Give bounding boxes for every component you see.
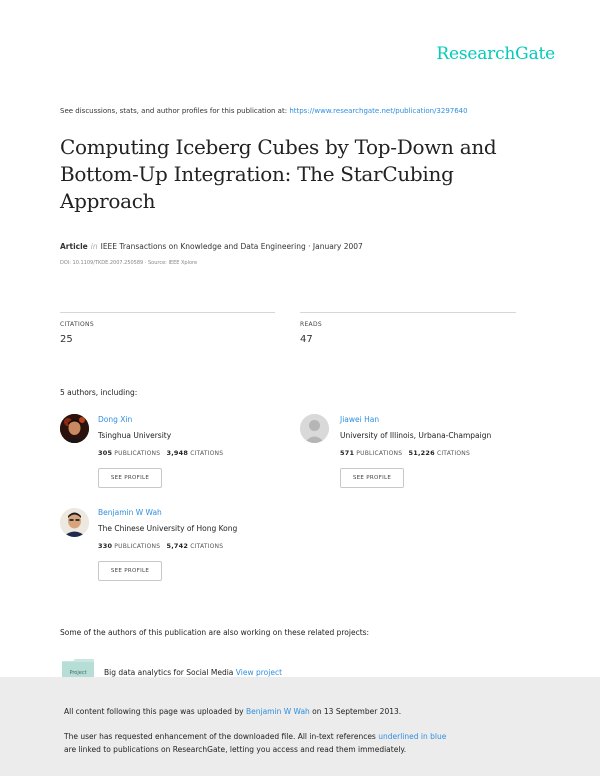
author-cites: 5,742 (166, 542, 189, 550)
publication-link[interactable]: https://www.researchgate.net/publication/3297640 (289, 107, 468, 115)
upload-text-pre: All content following this page was uploaded by (64, 707, 246, 716)
underlined-blue-link: underlined in blue (378, 732, 447, 741)
project-folder-icon (62, 659, 94, 679)
publication-type: Article (60, 242, 88, 251)
avatar[interactable] (60, 508, 89, 537)
see-profile-button[interactable]: SEE PROFILE (98, 468, 162, 488)
author-pubs-label: PUBLICATIONS (356, 450, 403, 457)
reads-value: 47 (300, 334, 313, 345)
meta-in: in (90, 242, 98, 251)
author-name[interactable]: Jiawei Han (340, 415, 380, 424)
author-institution: The Chinese University of Hong Kong (98, 524, 238, 533)
author-pubs-label: PUBLICATIONS (114, 450, 161, 457)
discussion-note (60, 107, 468, 115)
project-name: Big data analytics for Social Media (104, 668, 234, 677)
author-cites-label: CITATIONS (190, 450, 224, 457)
authors-heading: 5 authors, including: (60, 388, 138, 397)
related-projects-heading: Some of the authors of this publication are also working on these related projects: (60, 628, 370, 637)
reads-label: READS (300, 321, 322, 328)
author-stats (340, 449, 470, 457)
author-institution: Tsinghua University (98, 431, 172, 440)
person-photo-icon (60, 414, 89, 443)
author-stats (98, 449, 223, 457)
doi-line: DOI: 10.1109/TKDE.2007.250589 · Source: IEEE Xplore (60, 260, 198, 266)
author-institution: University of Illinois, Urbana-Champaign (340, 431, 492, 440)
related-project (104, 668, 282, 677)
citations-divider (60, 312, 275, 313)
publication-meta (60, 242, 363, 251)
uploader-link[interactable]: Benjamin W Wah (245, 707, 310, 716)
see-profile-button[interactable]: SEE PROFILE (98, 561, 162, 581)
author-cites-label: CITATIONS (190, 543, 224, 550)
reads-divider (300, 312, 516, 313)
author-cites-label: CITATIONS (436, 450, 470, 457)
see-profile-button[interactable]: SEE PROFILE (340, 468, 404, 488)
citations-value: 25 (60, 334, 73, 345)
author-pubs: 305 (98, 449, 113, 457)
author-cites: 51,226 (408, 449, 435, 457)
author-pubs: 330 (98, 542, 113, 550)
avatar[interactable] (300, 414, 329, 443)
author-pubs: 571 (340, 449, 355, 457)
author-pubs-label: PUBLICATIONS (114, 543, 161, 550)
author-stats (98, 542, 223, 550)
researchgate-logo[interactable]: ResearchGate (436, 44, 555, 64)
project-icon-label: Project (69, 670, 87, 676)
publication-venue[interactable]: IEEE Transactions on Knowledge and Data Engineering · January 2007 (100, 242, 363, 251)
author-name[interactable]: Dong Xin (98, 415, 133, 424)
author-name[interactable]: Benjamin W Wah (98, 508, 162, 517)
person-photo-icon (60, 508, 89, 537)
default-avatar-icon (300, 414, 329, 443)
citations-label: CITATIONS (60, 321, 94, 328)
enhancement-note (64, 730, 446, 756)
publication-title: Computing Iceberg Cubes by Top-Down and Bottom-Up Integration: The StarCubing Approach (60, 135, 497, 213)
author-cites: 3,948 (166, 449, 189, 457)
upload-text-post: on 13 September 2013. (309, 707, 402, 716)
footer (0, 677, 600, 776)
enhancement-text: The user has requested enhancement of the downloaded file. All in-text references (64, 732, 379, 741)
upload-note (64, 707, 401, 716)
enhancement-text-2: are linked to publications on ResearchGate, letting you access and read them immediately. (64, 745, 407, 754)
discussion-text: See discussions, stats, and author profiles for this publication at: (60, 107, 290, 115)
avatar[interactable] (60, 414, 89, 443)
view-project-link[interactable]: View project (235, 668, 283, 677)
